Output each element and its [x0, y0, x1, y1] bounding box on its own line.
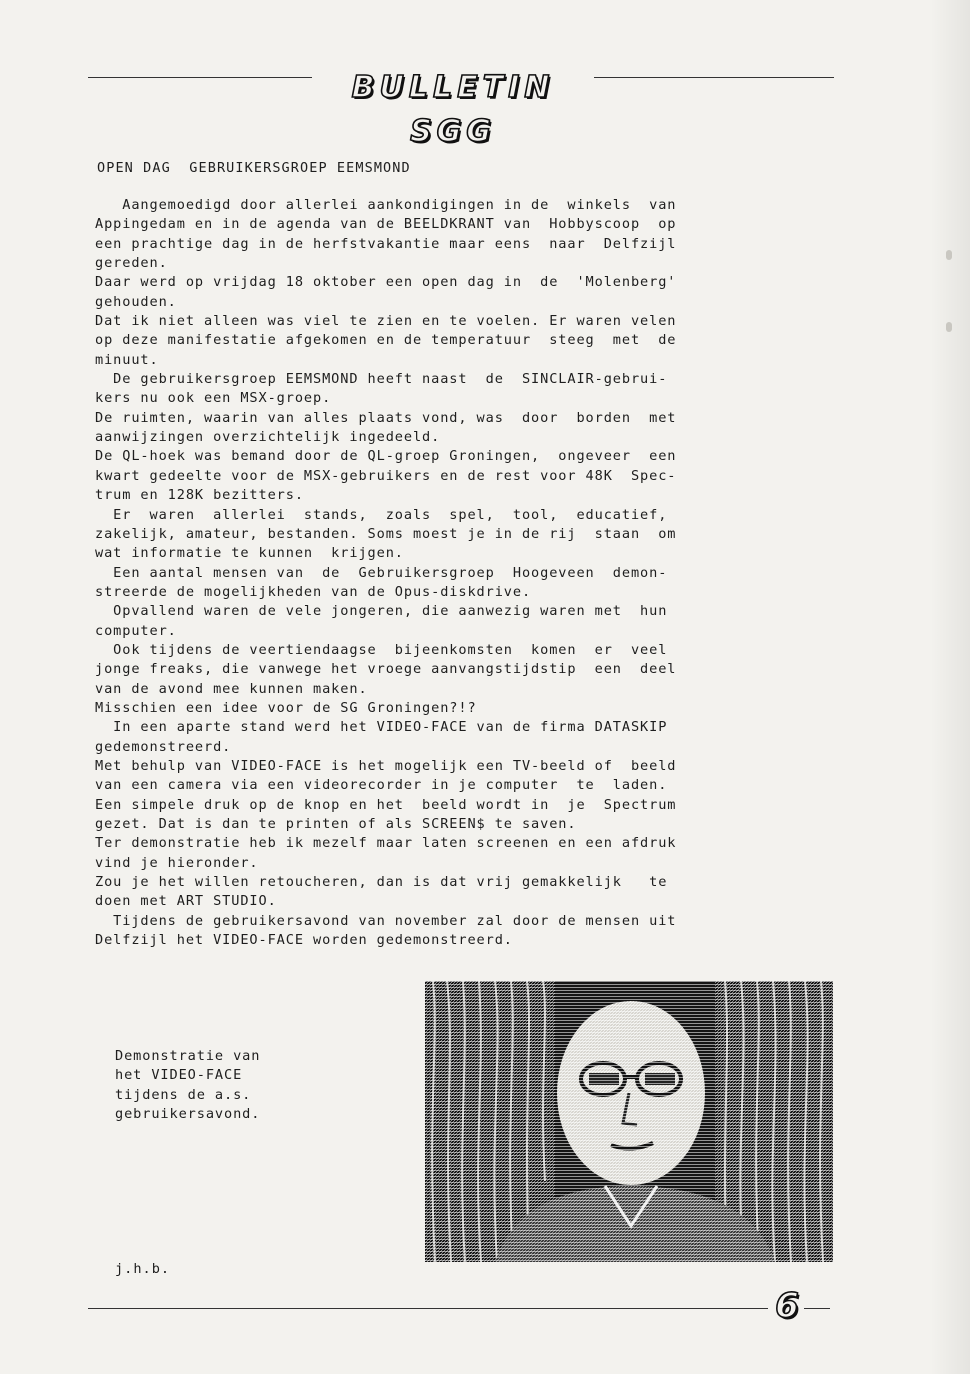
video-face-photo	[425, 981, 833, 1262]
page-number: 6	[775, 1286, 799, 1326]
article-title: OPEN DAG GEBRUIKERSGROEP EEMSMOND	[97, 160, 411, 176]
bulletin-logo	[312, 66, 594, 149]
logo-text: BULLETIN SGG	[351, 70, 555, 149]
author-signature: j.h.b.	[115, 1261, 171, 1277]
footer-rule-end	[804, 1308, 830, 1309]
page-edge-shadow	[930, 0, 970, 1374]
photo-caption: Demonstratie van het VIDEO-FACE tijdens de a.s. gebruikersavond.	[115, 1048, 261, 1123]
article-body: Aangemoedigd door allerlei aankondigingen in de winkels van Appingedam en in de agenda van de BEELDKRANT van Hobbyscoop op een prachtige dag in de herfstvakantie maar eens naar Delfzijl gereden. Daar werd op vrijdag 18 oktober een open dag in de 'Molenberg' gehouden. Dat ik niet alleen was viel te zien en te voelen. Er waren velen op deze manifestatie afgekomen en de temperatuur steeg met de minuut. De gebruikersgroep EEMSMOND heeft naast de SINCLAIR-gebrui- kers nu ook een MSX-groep. De ruimten, waarin van alles plaats vond, was door borden met aanwijzingen overzichtelijk ingedeeld. De QL-hoek was bemand door de QL-groep Groningen, ongeveer een kwart gedeelte voor de MSX-gebruikers en de rest voor 48K Spec- trum en 128K bezitters. Er waren allerlei stands, zoals spel, tool, educatief, zakelijk, amateur, bestanden. Soms moest je in de rij staan om wat informatie te kunnen krijgen. Een aantal mensen van de Gebruikersgroep Hoogeveen demon- streerde de mogelijkheden van de Opus-diskdrive. Opvallend waren de vele jongeren, die aanwezig waren met hun computer. Ook tijdens de veertiendaagse bijeenkomsten komen er veel jonge freaks, die vanwege het vroege aanvangstijdstip een deel van de avond mee kunnen maken. Misschien een idee voor de SG Groningen?!? In een aparte stand werd het VIDEO-FACE van de firma DATASKIP gedemonstreerd. Met behulp van VIDEO-FACE is het mogelijk een TV-beeld of beeld van een camera via een videorecorder in je computer te laden. Een simpele druk op de knop en het beeld wordt in je Spectrum gezet. Dat is dan te printen of als SCREEN$ te saven. Ter demonstratie heb ik mezelf maar laten screenen en een afdruk vind je hieronder. Zou je het willen retoucheren, dan is dat vrij gemakkelijk te doen met ART STUDIO. Tijdens de gebruikersavond van november zal door de mensen uit Delfzijl het VIDEO-FACE worden gedemonstreerd.	[95, 197, 677, 949]
punch-hole-mark	[946, 250, 952, 260]
footer-rule	[88, 1308, 768, 1309]
digitized-portrait-image	[425, 981, 833, 1262]
punch-hole-mark	[946, 322, 952, 332]
